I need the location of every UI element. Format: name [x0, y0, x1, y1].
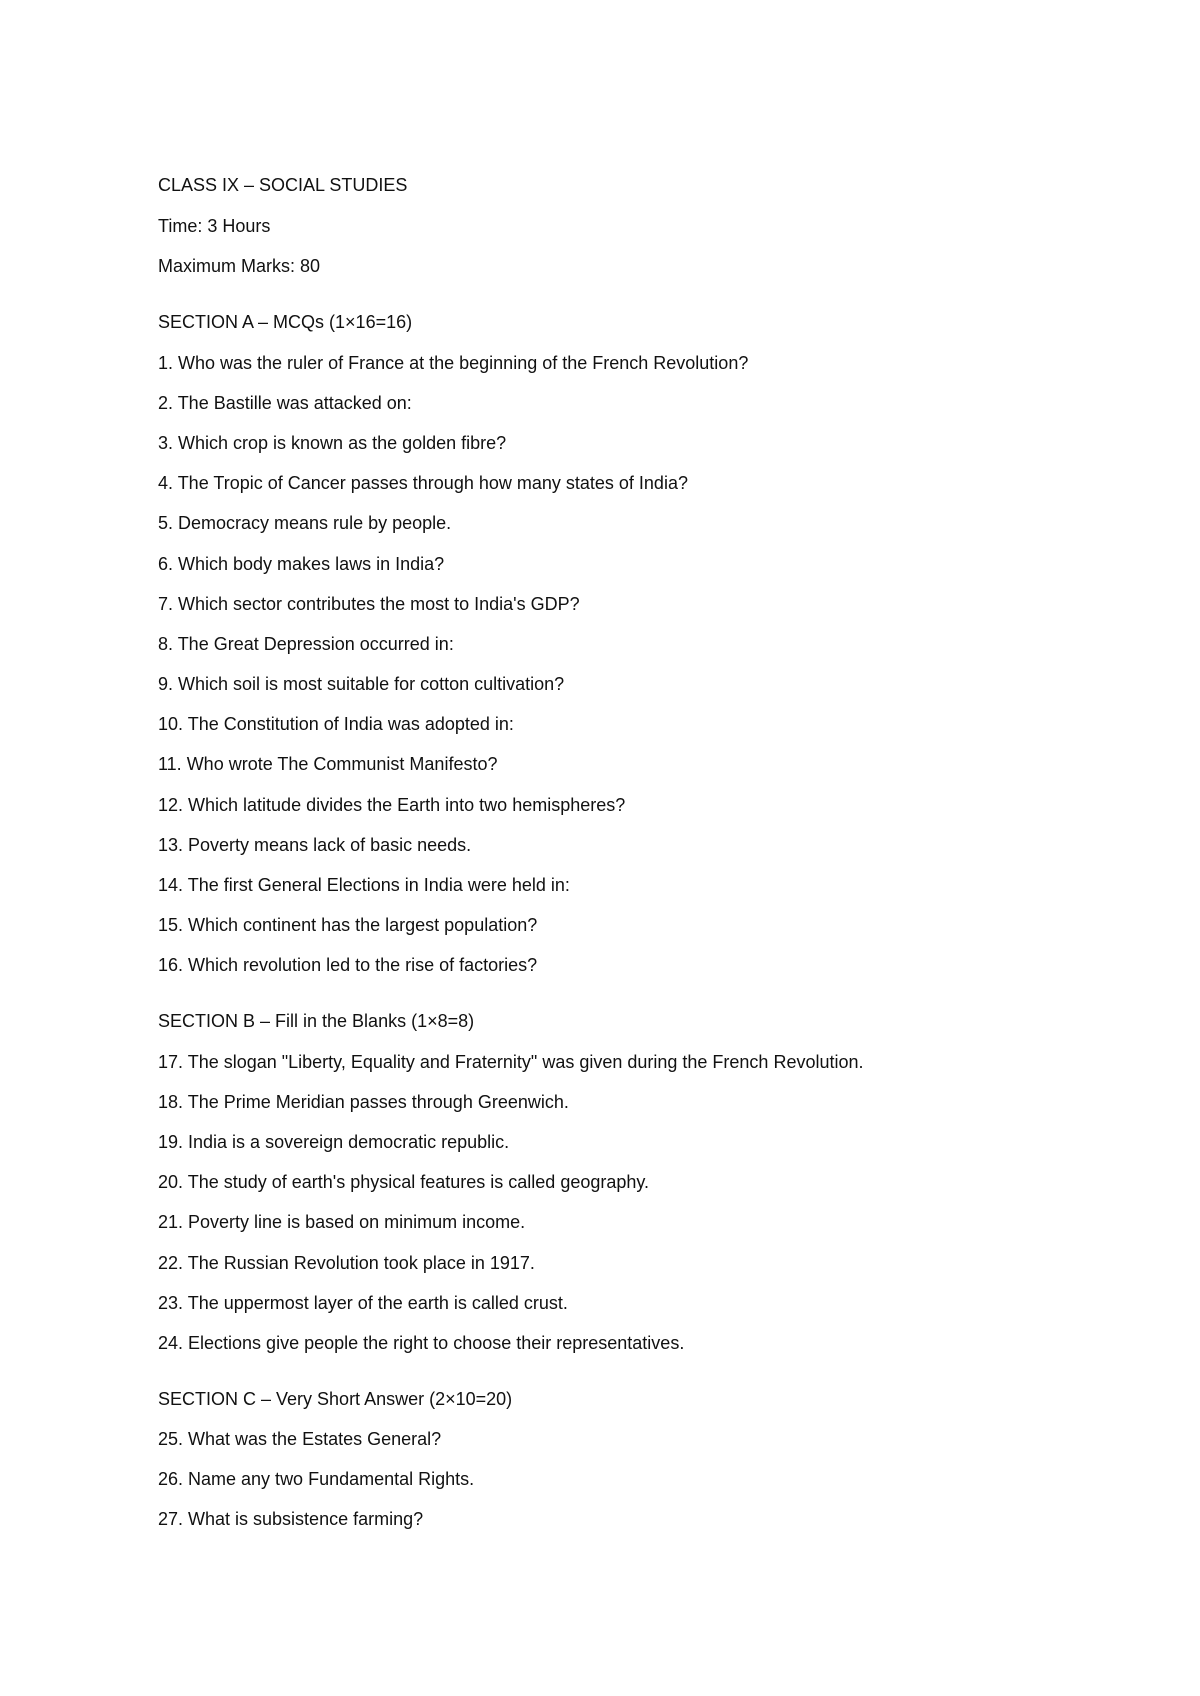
question-22: 22. The Russian Revolution took place in 1917.: [158, 1252, 535, 1273]
question-3: 3. Which crop is known as the golden fibre?: [158, 432, 507, 453]
question-16: 16. Which revolution led to the rise of factories?: [158, 955, 538, 976]
paper-header: [158, 174, 1158, 277]
maximum-marks: Maximum Marks: 80: [158, 256, 321, 277]
question-19: 19. India is a sovereign democratic republic.: [158, 1131, 510, 1152]
question-25: 25. What was the Estates General?: [158, 1429, 442, 1450]
question-11: 11. Who wrote The Communist Manifesto?: [158, 754, 498, 775]
section-c: [158, 1388, 1158, 1531]
exam-paper: [158, 174, 1158, 1549]
question-5: 5. Democracy means rule by people.: [158, 513, 452, 534]
question-2: 2. The Bastille was attacked on:: [158, 392, 412, 413]
question-24: 24. Elections give people the right to choose their representatives.: [158, 1332, 685, 1353]
section-heading: SECTION C – Very Short Answer (2×10=20): [158, 1388, 513, 1409]
question-27: 27. What is subsistence farming?: [158, 1509, 424, 1530]
question-9: 9. Which soil is most suitable for cotton cultivation?: [158, 674, 565, 695]
section-b: [158, 1010, 1158, 1354]
question-21: 21. Poverty line is based on minimum income.: [158, 1212, 526, 1233]
question-1: 1. Who was the ruler of France at the beginning of the French Revolution?: [158, 352, 749, 373]
section-heading: SECTION A – MCQs (1×16=16): [158, 312, 413, 333]
question-14: 14. The first General Elections in India were held in:: [158, 875, 570, 895]
question-7: 7. Which sector contributes the most to India's GDP?: [158, 593, 580, 614]
question-18: 18. The Prime Meridian passes through Greenwich.: [158, 1091, 569, 1112]
question-10: 10. The Constitution of India was adopted in:: [158, 714, 514, 735]
question-8: 8. The Great Depression occurred in:: [158, 633, 454, 654]
section-a: [158, 311, 1158, 976]
question-6: 6. Which body makes laws in India?: [158, 553, 445, 574]
question-13: 13. Poverty means lack of basic needs.: [158, 834, 472, 855]
paper-title: CLASS IX – SOCIAL STUDIES: [158, 175, 408, 195]
exam-duration: Time: 3 Hours: [158, 215, 271, 236]
question-20: 20. The study of earth's physical features is called geography.: [158, 1172, 650, 1193]
question-23: 23. The uppermost layer of the earth is called crust.: [158, 1292, 568, 1313]
question-12: 12. Which latitude divides the Earth into two hemispheres?: [158, 794, 626, 815]
question-4: 4. The Tropic of Cancer passes through how many states of India?: [158, 473, 688, 494]
question-26: 26. Name any two Fundamental Rights.: [158, 1469, 475, 1490]
question-17: 17. The slogan "Liberty, Equality and Fraternity" was given during the French Revolution.: [158, 1051, 864, 1072]
question-15: 15. Which continent has the largest population?: [158, 915, 538, 936]
section-heading: SECTION B – Fill in the Blanks (1×8=8): [158, 1011, 475, 1032]
